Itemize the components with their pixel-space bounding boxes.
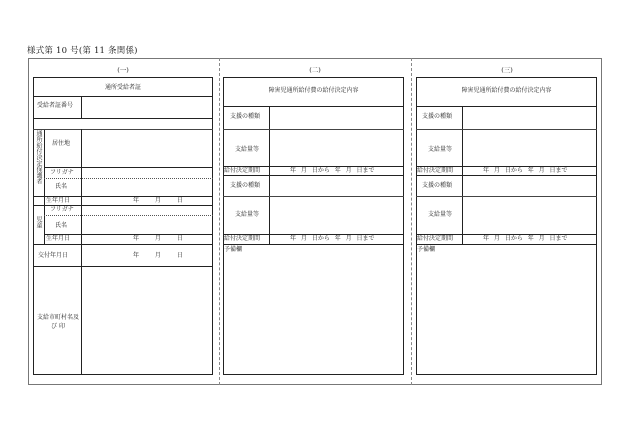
panel-2-remarks-label: 予備欄 — [224, 246, 243, 253]
recipient-number-label: 受給者証番号 — [37, 102, 74, 109]
panel-3-benefit-decision — [416, 77, 597, 375]
panel-3-support-type-label-b: 支援の種類 — [422, 182, 453, 189]
panel-3-title: 障害児通所給付費の給付決定内容 — [461, 87, 552, 94]
panel-2-period-value-b: 年 月 日から 年 月 日まで — [290, 235, 375, 242]
birthdate-marks-guardian: 年 月 日 — [133, 197, 183, 204]
furigana-label-guardian: フリガナ — [50, 169, 74, 176]
panel-2-amount-label-a: 支給量等 — [235, 146, 260, 153]
name-label-guardian: 氏名 — [55, 183, 68, 190]
fold-line-2 — [411, 58, 412, 385]
panel-2-period-value-a: 年 月 日から 年 月 日まで — [290, 167, 375, 174]
guardian-side-label: 通所給付決定保護者 — [35, 130, 42, 184]
panel-header-3: (三) — [501, 66, 513, 74]
panel-header-1: (一) — [117, 66, 129, 74]
fold-line-1 — [219, 58, 220, 385]
panel-2-benefit-decision — [223, 77, 404, 375]
furigana-label-child: フリガナ — [50, 206, 74, 213]
birthdate-label-child: 生年月日 — [46, 235, 71, 242]
issue-date-label: 交付年月日 — [38, 252, 69, 259]
panel-3-remarks-label: 予備欄 — [417, 246, 436, 253]
form-number-label: 様式第 10 号(第 11 条関係) — [27, 46, 138, 56]
panel-2-period-label-a: 給付決定期間 — [224, 167, 261, 174]
issue-date-marks: 年 月 日 — [133, 252, 183, 259]
panel-2-title: 障害児通所給付費の給付決定内容 — [268, 87, 359, 94]
panel-3-support-type-label-a: 支援の種類 — [422, 113, 453, 120]
panel-header-2: (二) — [309, 66, 321, 74]
panel-2-support-type-label-a: 支援の種類 — [230, 113, 261, 120]
certificate-title: 通所受給者証 — [104, 84, 141, 91]
child-side-label: 児童 — [35, 216, 42, 228]
birthdate-label-guardian: 生年月日 — [46, 197, 71, 204]
panel-2-period-label-b: 給付決定期間 — [224, 235, 261, 242]
name-label-child: 氏名 — [55, 222, 68, 229]
panel-3-period-value-b: 年 月 日から 年 月 日まで — [483, 235, 568, 242]
municipality-label: 支給市町村名及び 印 — [37, 314, 80, 330]
panel-3-amount-label-b: 支給量等 — [428, 211, 453, 218]
panel-2-support-type-label-b: 支援の種類 — [230, 182, 261, 189]
panel-3-period-value-a: 年 月 日から 年 月 日まで — [483, 167, 568, 174]
panel-3-period-label-b: 給付決定期間 — [417, 235, 454, 242]
address-label: 居住地 — [52, 140, 71, 147]
panel-2-amount-label-b: 支給量等 — [235, 211, 260, 218]
birthdate-marks-child: 年 月 日 — [133, 235, 183, 242]
panel-3-amount-label-a: 支給量等 — [428, 146, 453, 153]
panel-3-period-label-a: 給付決定期間 — [417, 167, 454, 174]
